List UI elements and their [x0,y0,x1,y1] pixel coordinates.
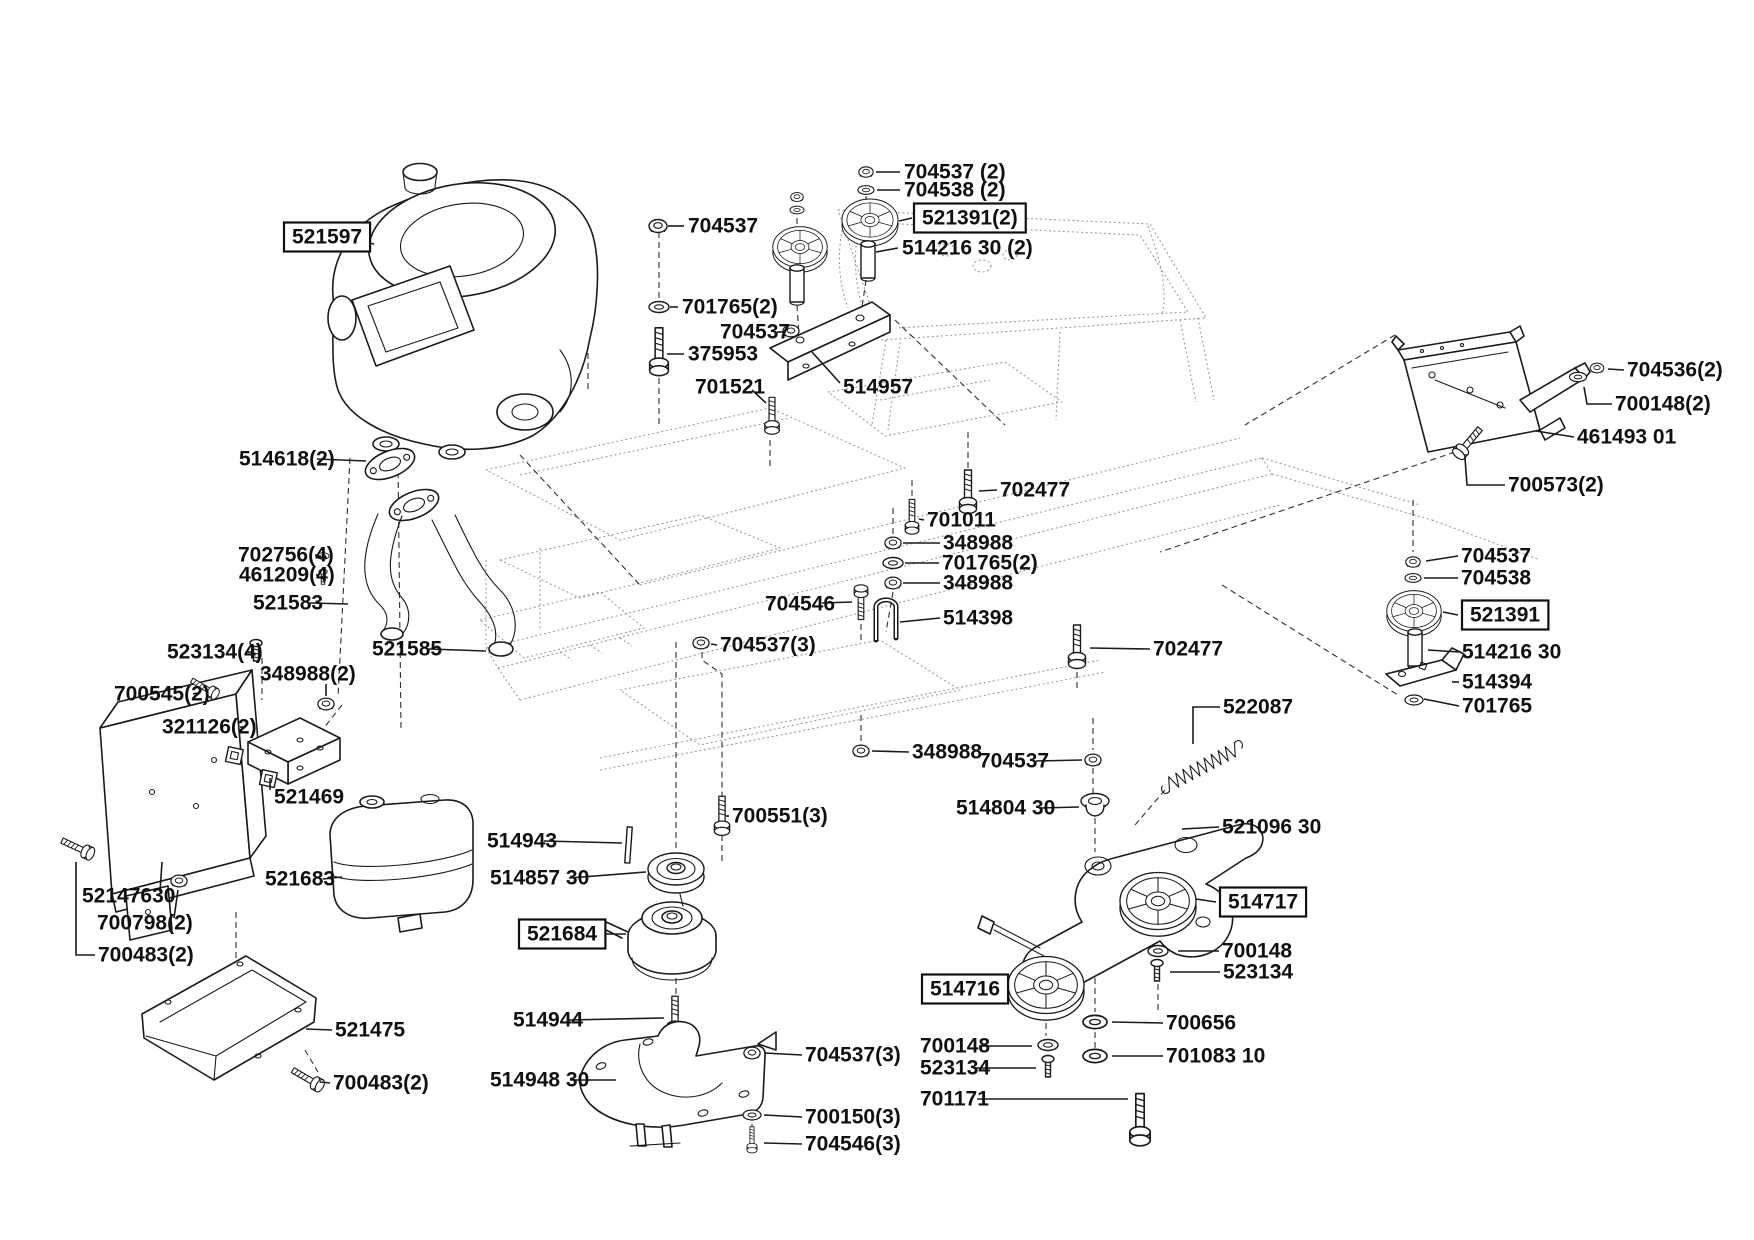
nut-icon [853,745,869,757]
bolt-icon [650,328,669,376]
part-label-7045373: 704537(3) [720,633,816,657]
carriage-bolt-icon [854,585,868,620]
part-label-514717: 514717 [1228,890,1299,914]
part-label-521475: 521475 [335,1018,406,1042]
key-pin-drawing [625,827,632,863]
pulley-drawing [648,853,704,893]
nut-icon [1406,557,1420,567]
part-label-514944: 514944 [513,1008,584,1032]
part-label-3211262: 321126(2) [162,715,257,739]
part-label-7001503: 700150(3) [805,1105,901,1129]
exhaust-flange-drawing [361,442,443,527]
leader-line-52109630 [1182,827,1219,829]
leader-line-7005732 [1465,458,1505,485]
part-label-7001482: 700148(2) [1615,392,1711,416]
leader-line-7045373 [764,1053,802,1055]
washer-icon [1570,372,1587,381]
bolt-icon [289,1064,326,1093]
part-label-7005732: 700573(2) [1508,473,1604,497]
bolt-icon [905,499,919,534]
part-label-51485730: 514857 30 [490,866,590,890]
bolt-icon [1042,1056,1054,1078]
part-label-52147630: 52147630 [82,884,176,908]
leader-line-514944 [569,1018,664,1020]
leader-line-701011 [919,519,924,520]
nut-icon [1590,363,1604,373]
part-label-3489882: 348988(2) [260,662,356,686]
part-label-514957: 514957 [843,375,914,399]
part-label-7004832: 700483(2) [98,943,194,967]
leader-line-702477 [1090,648,1150,649]
part-label-704538: 704538 [1461,566,1532,590]
nut-icon [885,577,901,589]
washer-icon [858,186,874,195]
part-label-700148: 700148 [920,1034,991,1058]
washer-icon [1083,1015,1107,1028]
spacer-icon [1408,629,1422,669]
leader-line-521475 [306,1029,332,1030]
nut-icon [1085,754,1101,766]
part-label-514716: 514716 [930,977,1001,1001]
part-label-514943: 514943 [487,829,558,853]
part-label-375953: 375953 [688,342,759,366]
part-label-521585: 521585 [372,637,443,661]
grommet-icon [1081,794,1109,817]
leader-line-514398 [900,618,940,622]
part-label-704537: 704537 [720,320,791,344]
part-label-701765: 701765 [1462,694,1533,718]
washer-icon [1405,695,1423,705]
washer-icon [1148,946,1168,957]
part-label-5213912: 521391(2) [922,206,1018,230]
part-label-70108310: 701083 10 [1166,1044,1266,1068]
part-label-7017652: 701765(2) [942,551,1038,575]
bolt-icon [1130,1094,1150,1146]
part-label-521683: 521683 [265,867,336,891]
part-label-704537: 704537 [688,214,759,238]
spring-drawing [1158,739,1247,795]
part-label-514216302: 514216 30 (2) [902,236,1033,260]
nut-icon [693,637,709,649]
part-label-700148: 700148 [1222,939,1293,963]
leader-line-7045463 [764,1143,802,1144]
part-label-7004832: 700483(2) [333,1071,429,1095]
bolt-icon [1151,960,1163,982]
nut-icon [649,220,667,233]
nut-icon [791,192,804,201]
engine-drawing [328,164,597,460]
washer-icon [1083,1049,1107,1062]
part-label-7045372: 704537 (2) [904,160,1006,184]
part-label-701171: 701171 [920,1087,989,1111]
part-label-514398: 514398 [943,606,1014,630]
part-label-514394: 514394 [1462,670,1533,694]
part-label-701521: 701521 [695,375,766,399]
washer-icon [1038,1040,1058,1051]
leader-line-5213912 [899,218,912,221]
leader-line-7004832 [76,862,95,955]
exhaust-pipe-drawing [365,514,516,656]
part-label-7005513: 700551(3) [732,804,828,828]
part-label-702477: 702477 [1153,637,1224,661]
bolt-icon [1069,625,1086,669]
bolt-icon [765,397,779,434]
nut-icon [885,537,901,549]
part-label-7045373: 704537(3) [805,1043,901,1067]
part-label-704537: 704537 [1461,544,1532,568]
muffler-drawing [330,795,473,933]
nut-icon [318,698,334,710]
pulley-drawing [842,199,898,246]
leader-line-7045373 [711,644,717,645]
clutch-stack-drawing [602,796,730,1035]
spacer-icon [861,241,875,281]
leader-line-704537 [1426,556,1458,561]
pulley-drawing [1008,957,1084,1021]
leader-line-514216302 [876,248,898,252]
nut-icon [859,167,873,177]
nut-icon [744,1047,760,1059]
idler-pulley-group-drawing [770,167,898,380]
bolt-icon [59,834,96,861]
part-label-7045382: 704538 (2) [904,178,1006,202]
washer-icon [743,1110,761,1120]
part-label-348988: 348988 [943,571,1014,595]
part-label-5146182: 514618(2) [239,447,335,471]
spacer-icon [790,265,804,305]
clutch-bracket-drawing [580,1022,776,1153]
part-label-7005452: 700545(2) [114,682,210,706]
washer-icon [883,558,903,569]
part-label-521391: 521391 [1470,603,1541,627]
part-label-523134: 523134 [1223,960,1294,984]
leader-line-7004832 [320,1082,330,1083]
part-label-7045463: 704546(3) [805,1132,901,1156]
washer-icon [790,206,804,214]
part-label-7007982: 700798(2) [97,911,193,935]
part-label-521597: 521597 [292,225,363,249]
part-label-4612094: 461209(4) [239,563,335,587]
part-label-51480430: 514804 30 [956,796,1056,820]
leader-line-7001482 [1584,387,1612,404]
part-label-704546: 704546 [765,592,836,616]
part-label-5231344: 523134(4) [167,640,263,664]
part-label-704537: 704537 [979,749,1050,773]
part-label-348988: 348988 [912,740,983,764]
part-label-46149301: 461493 01 [1577,425,1677,449]
part-label-702477: 702477 [1000,478,1071,502]
part-label-521469: 521469 [274,785,345,809]
rear-bracket-drawing [1392,326,1604,462]
leader-line-7001503 [764,1115,802,1117]
part-label-523134: 523134 [920,1056,991,1080]
lower-deflector-drawing [142,956,316,1080]
washer-icon [1405,574,1421,583]
part-label-7045362: 704536(2) [1627,358,1723,382]
part-label-7017652: 701765(2) [682,295,778,319]
washer-icon [649,302,669,313]
pulley-drawing [1120,873,1196,937]
part-label-521684: 521684 [527,922,598,946]
part-label-701011: 701011 [927,508,996,532]
leader-line-700656 [1112,1022,1163,1023]
part-label-521583: 521583 [253,591,324,615]
part-label-7027564: 702756(4) [238,543,334,567]
part-label-51494830: 514948 30 [490,1068,590,1092]
part-label-348988: 348988 [943,531,1014,555]
leader-line-7045362 [1608,369,1624,370]
clip-nut-icon [225,747,243,765]
bolt-icon [960,470,977,514]
leader-line-348988 [872,751,909,752]
part-label-522087: 522087 [1223,695,1294,719]
part-label-51421630: 514216 30 [1462,640,1562,664]
leader-line-702477 [979,490,997,491]
callout-labels-layer [76,161,1723,1156]
electric-clutch-drawing [602,894,716,980]
leader-line-701765 [1424,699,1459,706]
part-label-52109630: 521096 30 [1222,815,1322,839]
bolt-icon [747,1127,757,1153]
leader-line-521391 [1443,612,1458,615]
part-label-700656: 700656 [1166,1011,1237,1035]
leader-line-522087 [1193,707,1220,744]
